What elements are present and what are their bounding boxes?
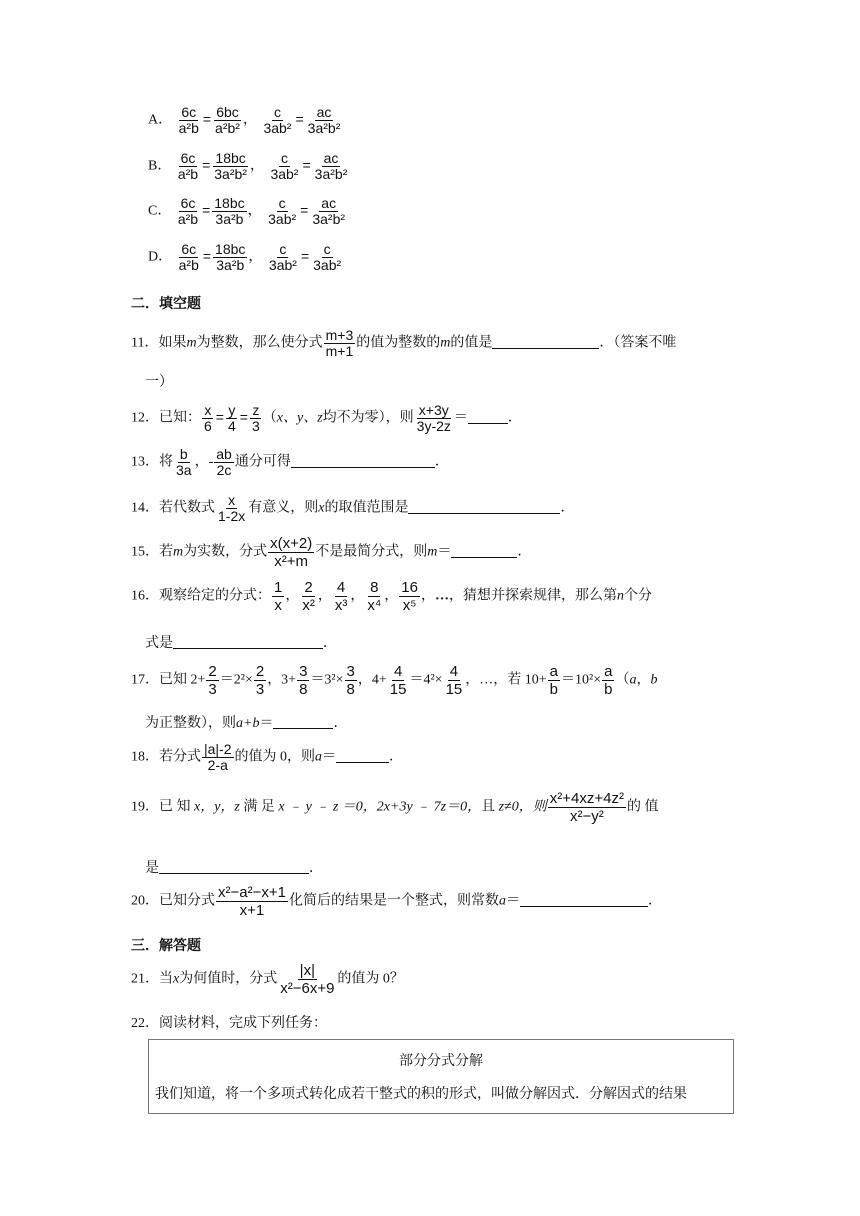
fraction: $\frac{\text{x²−a²−x+1}}{x+1}$ xyxy=(218,884,286,919)
question-18: 18．若分式 $\frac{|a|-2}{2-a}$ 的值为 0，则a＝ ． xyxy=(131,741,404,773)
option-a: A． $\frac{6c}{\text{a²b}}$ = $\frac{6bc}{\text{a²b²}}$ ， $\frac{c}{\text{3ab²}}$ = $\frac{ac}{\text{3a²b²}}$ xyxy=(148,104,341,136)
fraction: $\frac{\text{x²+4xz+4z²}}{\text{x²−y²}}$ xyxy=(549,790,624,825)
fraction: $\frac{|x|}{\text{x²−6x+9}}$ xyxy=(280,962,335,997)
fraction: $\frac{c}{\text{3ab²}}$ xyxy=(268,195,297,227)
answer-blank[interactable] xyxy=(336,748,389,763)
fraction: $\frac{x}{1-2x}$ xyxy=(218,492,246,524)
option-b: B． $\frac{6c}{\text{a²b}}$ = $\frac{18bc}{\text{3a²b²}}$ ， $\frac{c}{\text{3ab²}}$ = $\frac{ac}{\text{3a²b²}}$ xyxy=(148,150,348,182)
answer-blank[interactable] xyxy=(291,453,435,468)
answer-blank[interactable] xyxy=(492,334,599,349)
fraction: $\frac{18bc}{\text{3a²b²}}$ xyxy=(214,150,247,182)
question-19-cont: 是 ． xyxy=(145,861,323,876)
option-c: C． $\frac{6c}{\text{a²b}}$ = $\frac{18bc}{\text{3a²b}}$ ， $\frac{c}{\text{3ab²}}$ = $\frac{ac}{\text{3a²b²}}$ xyxy=(148,195,346,227)
question-17: 17．已知 2+ $\frac{2}{3}$ ＝2²× $\frac{2}{3}$ ，3+ $\frac{3}{8}$ ＝3²× $\frac{3}{8}$ ，4+ $\frac{4}{15}$ ＝4²× $\frac{4}{15}$ ，…，若 10+ $\frac{a}{b}$ ＝10²× $\frac{a}{b}$ （a，b xyxy=(131,663,658,698)
fraction: $\frac{6c}{\text{a²b}}$ xyxy=(177,195,199,227)
option-d: D． $\frac{6c}{\text{a²b}}$ = $\frac{18bc}{\text{3a²b}}$ ， $\frac{c}{\text{3ab²}}$ = $\frac{c}{\text{3ab²}}$ xyxy=(148,241,342,273)
fraction: $\frac{18bc}{\text{3a²b}}$ xyxy=(215,241,246,273)
fraction: $\frac{x(x+2)}{\text{x²+m}}$ xyxy=(270,535,313,570)
question-14: 14．若代数式 $\frac{x}{1-2x}$ 有意义，则x的取值范围是 ． xyxy=(131,492,575,524)
fraction: $\frac{c}{\text{3ab²}}$ xyxy=(270,150,299,182)
reading-material-box xyxy=(148,1039,734,1114)
answer-blank[interactable] xyxy=(520,892,648,907)
answer-blank[interactable] xyxy=(408,499,560,514)
fraction: $\frac{18bc}{\text{3a²b}}$ xyxy=(214,195,245,227)
question-20: 20．已知分式 $\frac{\text{x²−a²−x+1}}{x+1}$ 化简后的结果是一个整式，则常数a＝ ． xyxy=(131,884,662,919)
question-11: 11．如果m为整数，那么使分式 $\frac{m+3}{m+1}$ 的值为整数的m的值是 ．（答案不唯 xyxy=(131,327,677,359)
option-label: C． xyxy=(148,203,172,219)
fraction: $\frac{ac}{\text{3a²b²}}$ xyxy=(312,195,346,227)
answer-blank[interactable] xyxy=(451,543,517,558)
fraction: $\frac{ab}{2c}$ xyxy=(216,446,232,478)
fraction: $\frac{16}{\text{x⁵}}$ xyxy=(401,579,418,614)
fraction: $\frac{x+3y}{3y-2z}$ xyxy=(416,402,451,434)
fraction: $\frac{b}{3a}$ xyxy=(176,446,192,478)
question-15: 15．若m为实数，分式 $\frac{x(x+2)}{\text{x²+m}}$ 不是最简分式，则m＝ ． xyxy=(131,535,532,570)
answer-blank[interactable] xyxy=(468,409,508,424)
question-19: 19．已 知 x，y，z 满 足 x ﹣ y ﹣ z ＝0，2x+3y ﹣ 7z＝0，且 z≠0，则 $\frac{\text{x²+4xz+4z²}}{\text{x²−y²}}$ 的 值 xyxy=(131,790,659,825)
option-label: B． xyxy=(148,158,172,174)
fraction: $\frac{|a|-2}{2-a}$ xyxy=(204,741,232,773)
fraction: $\frac{6c}{\text{a²b}}$ xyxy=(177,150,199,182)
answer-blank[interactable] xyxy=(173,634,323,649)
fraction: $\frac{6c}{\text{a²b}}$ xyxy=(178,104,199,136)
answer-blank[interactable] xyxy=(159,859,309,874)
question-17-cont: 为正整数），则a+b＝ ． xyxy=(145,716,348,731)
fraction: $\frac{m+3}{m+1}$ xyxy=(325,327,354,359)
fraction: $\frac{6c}{\text{a²b}}$ xyxy=(178,241,199,273)
fraction: $\frac{ac}{\text{3a²b²}}$ xyxy=(314,150,348,182)
question-16: 16．观察给定的分式： $\frac{1}{x}$ ， $\frac{2}{\text{x²}}$ ， $\frac{4}{\text{x³}}$ ， $\frac{8}{\text{x⁴}}$ ， $\frac{16}{\text{x⁵}}$ ，…，猜想并探索规律，那么第n个分 xyxy=(131,579,652,614)
fraction: $\frac{2}{\text{x²}}$ xyxy=(302,579,315,614)
fraction: $\frac{y}{4}$ xyxy=(227,402,236,434)
fraction: $\frac{8}{\text{x⁴}}$ xyxy=(367,579,382,614)
fraction: $\frac{1}{x}$ xyxy=(274,579,283,614)
question-16-cont: 式是 ． xyxy=(145,636,337,651)
option-label: D． xyxy=(148,249,173,265)
fraction: $\frac{z}{3}$ xyxy=(251,402,260,434)
fraction: $\frac{ac}{\text{3a²b²}}$ xyxy=(307,104,341,136)
question-11-cont: 一） xyxy=(145,375,173,390)
section-heading-solve: 三．解答题 xyxy=(131,937,201,953)
option-label: A． xyxy=(148,112,173,128)
section-heading-fill: 二．填空题 xyxy=(131,295,201,311)
fraction: $\frac{c}{\text{3ab²}}$ xyxy=(313,241,342,273)
question-22: 22．阅读材料，完成下列任务： xyxy=(131,1016,327,1031)
question-13: 13．将 $\frac{b}{3a}$ ，- $\frac{ab}{2c}$ 通分可得 ． xyxy=(131,446,449,478)
fraction: $\frac{6bc}{\text{a²b²}}$ xyxy=(215,104,240,136)
material-title: 部分分式分解 xyxy=(399,1054,483,1069)
question-21: 21．当x为何值时，分式 $\frac{|x|}{\text{x²−6x+9}}$ 的值为 0？ xyxy=(131,962,404,997)
fraction: $\frac{4}{\text{x³}}$ xyxy=(334,579,348,614)
fraction: $\frac{c}{\text{3ab²}}$ xyxy=(268,241,297,273)
fraction: $\frac{x}{6}$ xyxy=(204,402,212,434)
question-12: 12．已知： $\frac{x}{6}$ = $\frac{y}{4}$ = $\frac{z}{3}$ （x、y、z均不为零），则 $\frac{x+3y}{3y-2z}$ ＝ ． xyxy=(131,402,522,434)
answer-blank[interactable] xyxy=(273,714,333,729)
material-body: 我们知道，将一个多项式转化成若干整式的积的形式，叫做分解因式．分解因式的结果 xyxy=(155,1087,687,1102)
fraction: $\frac{c}{\text{3ab²}}$ xyxy=(263,104,292,136)
